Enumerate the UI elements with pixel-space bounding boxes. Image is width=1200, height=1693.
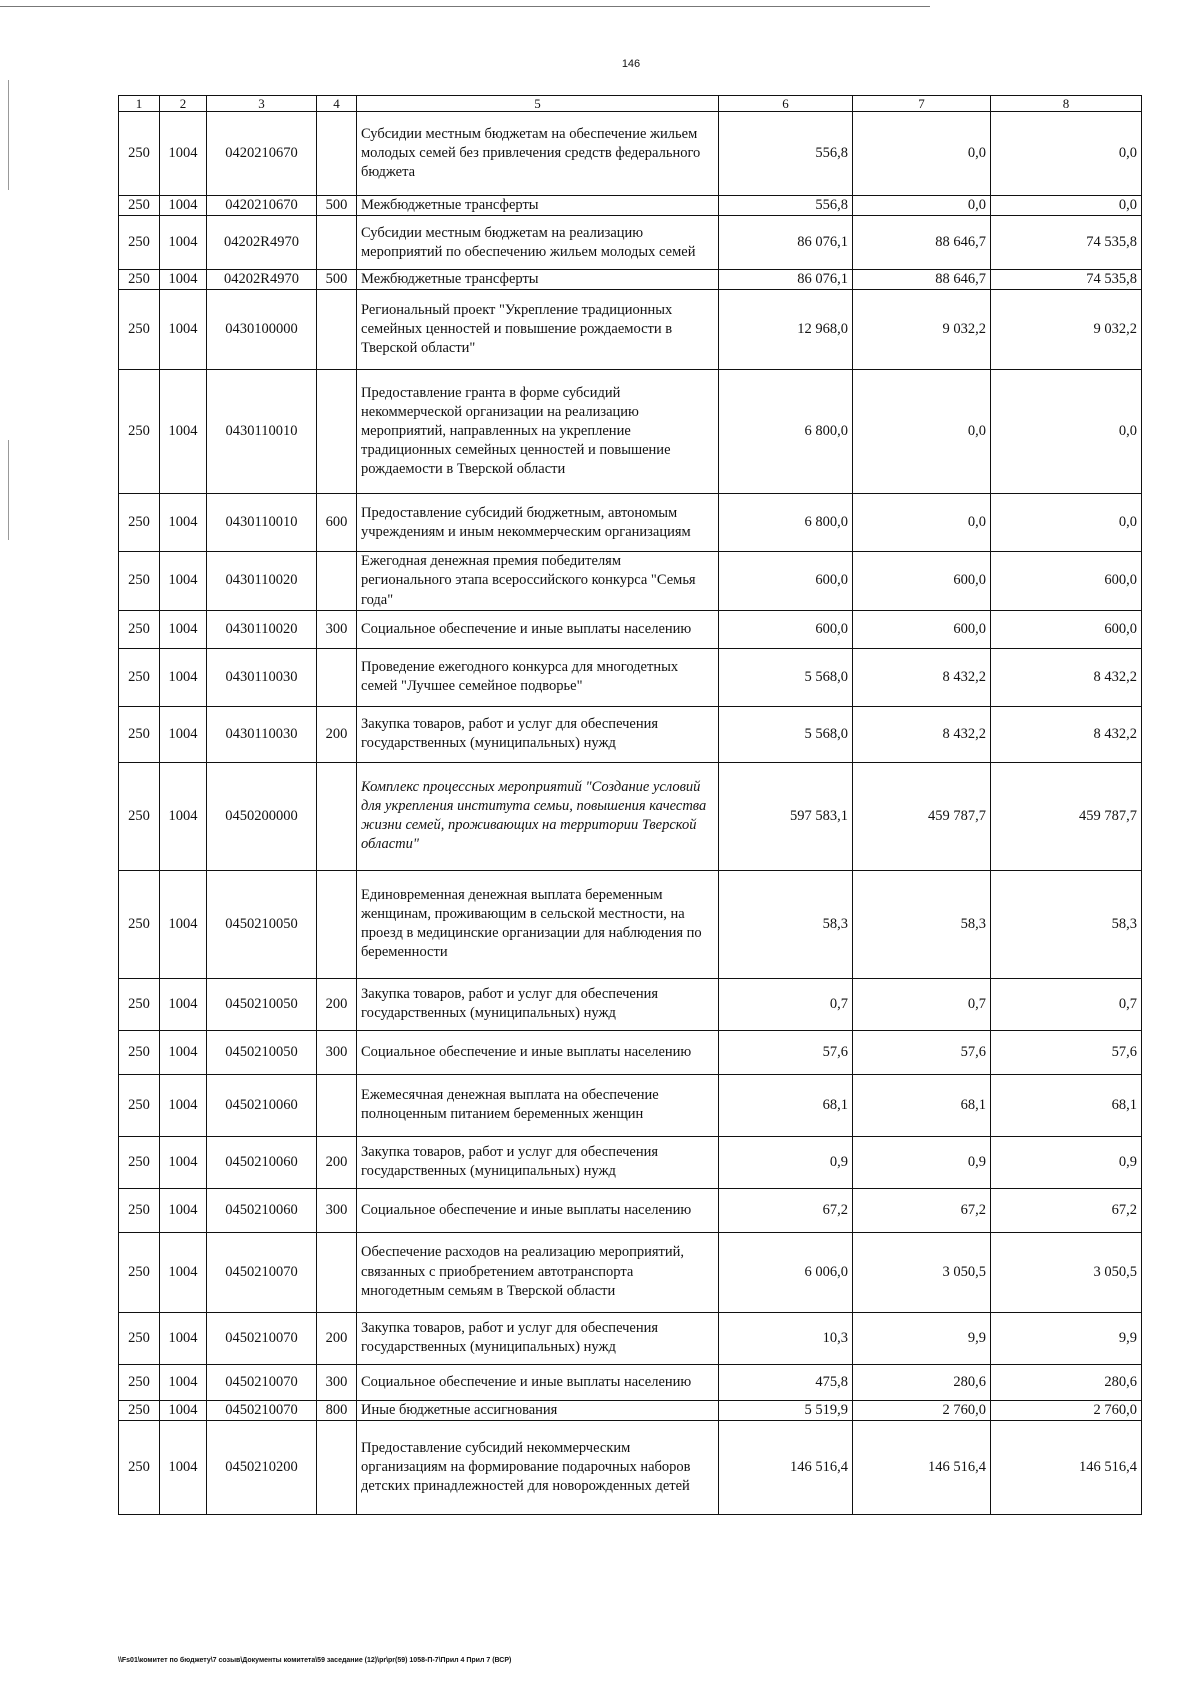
cell-amount-col8: 58,3: [991, 870, 1142, 978]
cell-target-article: 0450210070: [207, 1312, 317, 1364]
cell-amount-col7: 58,3: [853, 870, 991, 978]
cell-amount-col6: 58,3: [719, 870, 853, 978]
cell-amount-col8: 3 050,5: [991, 1232, 1142, 1312]
cell-expense-type: 500: [317, 270, 357, 290]
cell-amount-col7: 8 432,2: [853, 706, 991, 762]
cell-expense-type: 200: [317, 706, 357, 762]
cell-expense-type: [317, 290, 357, 370]
cell-amount-col6: 6 006,0: [719, 1232, 853, 1312]
cell-description: Межбюджетные трансферты: [357, 196, 719, 216]
cell-target-article: 0450200000: [207, 762, 317, 870]
cell-section: 1004: [160, 1232, 207, 1312]
cell-amount-col7: 0,7: [853, 978, 991, 1030]
cell-expense-type: 300: [317, 1188, 357, 1232]
cell-section: 1004: [160, 1364, 207, 1400]
table-row: [119, 1074, 1142, 1136]
footer-file-path: \\Fs01\комитет по бюджету\7 созыв\Документы комитета\59 заседание (12)\pr\pr(59) 1058-П-7\Прил 4 Прил 7 (ВСР): [118, 1657, 512, 1664]
cell-target-article: 04202R4970: [207, 216, 317, 270]
cell-section: 1004: [160, 1188, 207, 1232]
cell-amount-col6: 6 800,0: [719, 494, 853, 552]
cell-grbs: 250: [119, 762, 160, 870]
cell-amount-col7: 68,1: [853, 1074, 991, 1136]
table-row: [119, 196, 1142, 216]
cell-section: 1004: [160, 1136, 207, 1188]
cell-amount-col6: 5 519,9: [719, 1400, 853, 1420]
cell-description: Региональный проект "Укрепление традиционных семейных ценностей и повышение рождаемости в Тверской области": [357, 290, 719, 370]
cell-target-article: 0450210070: [207, 1400, 317, 1420]
cell-amount-col8: 459 787,7: [991, 762, 1142, 870]
cell-amount-col7: 67,2: [853, 1188, 991, 1232]
cell-section: 1004: [160, 216, 207, 270]
cell-section: 1004: [160, 978, 207, 1030]
cell-grbs: 250: [119, 978, 160, 1030]
table-row: [119, 870, 1142, 978]
cell-target-article: 0430110030: [207, 706, 317, 762]
table-row: [119, 552, 1142, 610]
cell-expense-type: [317, 762, 357, 870]
column-header: 1: [119, 96, 160, 112]
cell-grbs: 250: [119, 1030, 160, 1074]
cell-amount-col8: 0,9: [991, 1136, 1142, 1188]
cell-amount-col8: 0,0: [991, 196, 1142, 216]
cell-grbs: 250: [119, 1074, 160, 1136]
table-row: [119, 1420, 1142, 1514]
cell-amount-col6: 597 583,1: [719, 762, 853, 870]
cell-amount-col7: 9 032,2: [853, 290, 991, 370]
cell-amount-col7: 600,0: [853, 610, 991, 648]
cell-grbs: 250: [119, 870, 160, 978]
table-row: [119, 290, 1142, 370]
cell-amount-col6: 86 076,1: [719, 270, 853, 290]
scan-margin-mark: [8, 440, 9, 540]
column-header: 5: [357, 96, 719, 112]
cell-target-article: 0450210060: [207, 1074, 317, 1136]
cell-section: 1004: [160, 552, 207, 610]
cell-target-article: 0420210670: [207, 112, 317, 196]
cell-expense-type: [317, 216, 357, 270]
cell-amount-col6: 12 968,0: [719, 290, 853, 370]
cell-target-article: 0450210070: [207, 1364, 317, 1400]
cell-description: Комплекс процессных мероприятий "Создание условий для укрепления института семьи, повышения качества жизни семей, проживающих на территории Тверской области": [357, 762, 719, 870]
cell-amount-col7: 280,6: [853, 1364, 991, 1400]
cell-target-article: 0450210050: [207, 978, 317, 1030]
table-row: [119, 112, 1142, 196]
cell-amount-col8: 600,0: [991, 610, 1142, 648]
cell-grbs: 250: [119, 1312, 160, 1364]
cell-amount-col6: 475,8: [719, 1364, 853, 1400]
cell-amount-col8: 0,0: [991, 112, 1142, 196]
cell-amount-col8: 0,7: [991, 978, 1142, 1030]
cell-expense-type: [317, 870, 357, 978]
cell-amount-col7: 459 787,7: [853, 762, 991, 870]
cell-section: 1004: [160, 1030, 207, 1074]
cell-amount-col8: 280,6: [991, 1364, 1142, 1400]
cell-amount-col8: 57,6: [991, 1030, 1142, 1074]
cell-amount-col6: 600,0: [719, 552, 853, 610]
cell-section: 1004: [160, 270, 207, 290]
cell-section: 1004: [160, 706, 207, 762]
cell-amount-col7: 57,6: [853, 1030, 991, 1074]
table-row: [119, 1188, 1142, 1232]
cell-grbs: 250: [119, 494, 160, 552]
cell-grbs: 250: [119, 1364, 160, 1400]
cell-amount-col8: 8 432,2: [991, 706, 1142, 762]
cell-target-article: 0450210050: [207, 870, 317, 978]
cell-amount-col6: 10,3: [719, 1312, 853, 1364]
cell-target-article: 0430110030: [207, 648, 317, 706]
column-header: 7: [853, 96, 991, 112]
cell-section: 1004: [160, 1074, 207, 1136]
cell-section: 1004: [160, 370, 207, 494]
column-header: 6: [719, 96, 853, 112]
cell-target-article: 0450210060: [207, 1188, 317, 1232]
cell-target-article: 0430110020: [207, 552, 317, 610]
cell-amount-col8: 2 760,0: [991, 1400, 1142, 1420]
cell-description: Проведение ежегодного конкурса для многодетных семей "Лучшее семейное подворье": [357, 648, 719, 706]
cell-target-article: 0430110020: [207, 610, 317, 648]
cell-description: Закупка товаров, работ и услуг для обеспечения государственных (муниципальных) нужд: [357, 706, 719, 762]
cell-section: 1004: [160, 1420, 207, 1514]
table-row: [119, 1364, 1142, 1400]
cell-amount-col6: 556,8: [719, 112, 853, 196]
cell-amount-col7: 600,0: [853, 552, 991, 610]
cell-target-article: 0450210070: [207, 1232, 317, 1312]
cell-amount-col6: 68,1: [719, 1074, 853, 1136]
cell-amount-col8: 9 032,2: [991, 290, 1142, 370]
cell-grbs: 250: [119, 610, 160, 648]
cell-amount-col8: 0,0: [991, 370, 1142, 494]
scan-top-rule: [0, 6, 930, 7]
cell-grbs: 250: [119, 1420, 160, 1514]
cell-description: Субсидии местным бюджетам на обеспечение жильем молодых семей без привлечения средств федерального бюджета: [357, 112, 719, 196]
cell-expense-type: 200: [317, 978, 357, 1030]
cell-grbs: 250: [119, 216, 160, 270]
cell-description: Обеспечение расходов на реализацию мероприятий, связанных с приобретением автотранспорта многодетным семьям в Тверской области: [357, 1232, 719, 1312]
table-row: [119, 706, 1142, 762]
cell-amount-col6: 5 568,0: [719, 648, 853, 706]
cell-amount-col6: 0,7: [719, 978, 853, 1030]
cell-description: Иные бюджетные ассигнования: [357, 1400, 719, 1420]
cell-grbs: 250: [119, 270, 160, 290]
cell-expense-type: 600: [317, 494, 357, 552]
cell-amount-col8: 0,0: [991, 494, 1142, 552]
cell-section: 1004: [160, 1312, 207, 1364]
cell-expense-type: [317, 112, 357, 196]
cell-description: Закупка товаров, работ и услуг для обеспечения государственных (муниципальных) нужд: [357, 1136, 719, 1188]
cell-amount-col6: 86 076,1: [719, 216, 853, 270]
table-body: [119, 112, 1142, 1515]
cell-grbs: 250: [119, 1188, 160, 1232]
cell-target-article: 0430110010: [207, 370, 317, 494]
cell-description: Закупка товаров, работ и услуг для обеспечения государственных (муниципальных) нужд: [357, 1312, 719, 1364]
table-row: [119, 1136, 1142, 1188]
cell-grbs: 250: [119, 290, 160, 370]
cell-expense-type: [317, 1232, 357, 1312]
table-row: [119, 494, 1142, 552]
cell-expense-type: 300: [317, 1030, 357, 1074]
table-row: [119, 1232, 1142, 1312]
cell-grbs: 250: [119, 370, 160, 494]
cell-expense-type: 800: [317, 1400, 357, 1420]
column-number-row: [119, 96, 1142, 112]
cell-target-article: 04202R4970: [207, 270, 317, 290]
cell-section: 1004: [160, 494, 207, 552]
cell-section: 1004: [160, 112, 207, 196]
cell-amount-col8: 8 432,2: [991, 648, 1142, 706]
cell-description: Ежемесячная денежная выплата на обеспечение полноценным питанием беременных женщин: [357, 1074, 719, 1136]
table-row: [119, 610, 1142, 648]
cell-expense-type: 200: [317, 1312, 357, 1364]
cell-amount-col8: 67,2: [991, 1188, 1142, 1232]
cell-description: Межбюджетные трансферты: [357, 270, 719, 290]
cell-expense-type: [317, 1074, 357, 1136]
column-header: 4: [317, 96, 357, 112]
cell-description: Закупка товаров, работ и услуг для обеспечения государственных (муниципальных) нужд: [357, 978, 719, 1030]
cell-amount-col6: 5 568,0: [719, 706, 853, 762]
cell-target-article: 0450210200: [207, 1420, 317, 1514]
table-row: [119, 648, 1142, 706]
cell-description: Социальное обеспечение и иные выплаты населению: [357, 1188, 719, 1232]
cell-target-article: 0430110010: [207, 494, 317, 552]
table-row: [119, 216, 1142, 270]
cell-section: 1004: [160, 762, 207, 870]
cell-section: 1004: [160, 196, 207, 216]
cell-expense-type: [317, 648, 357, 706]
cell-amount-col7: 88 646,7: [853, 216, 991, 270]
cell-target-article: 0420210670: [207, 196, 317, 216]
cell-grbs: 250: [119, 1400, 160, 1420]
cell-amount-col6: 57,6: [719, 1030, 853, 1074]
cell-description: Субсидии местным бюджетам на реализацию мероприятий по обеспечению жильем молодых семей: [357, 216, 719, 270]
table-row: [119, 270, 1142, 290]
table-row: [119, 978, 1142, 1030]
table-row: [119, 1030, 1142, 1074]
cell-amount-col8: 9,9: [991, 1312, 1142, 1364]
cell-amount-col6: 146 516,4: [719, 1420, 853, 1514]
cell-expense-type: 500: [317, 196, 357, 216]
cell-amount-col7: 0,0: [853, 196, 991, 216]
cell-grbs: 250: [119, 112, 160, 196]
cell-amount-col7: 0,0: [853, 494, 991, 552]
cell-description: Социальное обеспечение и иные выплаты населению: [357, 610, 719, 648]
cell-grbs: 250: [119, 1136, 160, 1188]
cell-section: 1004: [160, 1400, 207, 1420]
cell-amount-col6: 600,0: [719, 610, 853, 648]
cell-grbs: 250: [119, 196, 160, 216]
cell-description: Единовременная денежная выплата беременным женщинам, проживающим в сельской местности, на проезд в медицинские организации для наблюдения по беременности: [357, 870, 719, 978]
cell-expense-type: [317, 1420, 357, 1514]
cell-amount-col7: 0,0: [853, 370, 991, 494]
column-header: 2: [160, 96, 207, 112]
budget-table: [118, 95, 1142, 1515]
cell-amount-col7: 0,9: [853, 1136, 991, 1188]
cell-section: 1004: [160, 648, 207, 706]
cell-description: Предоставление субсидий некоммерческим организациям на формирование подарочных наборов детских принадлежностей для новорожденных детей: [357, 1420, 719, 1514]
table-row: [119, 1400, 1142, 1420]
column-header: 8: [991, 96, 1142, 112]
column-header: 3: [207, 96, 317, 112]
cell-amount-col7: 3 050,5: [853, 1232, 991, 1312]
cell-grbs: 250: [119, 706, 160, 762]
table-row: [119, 762, 1142, 870]
cell-amount-col7: 0,0: [853, 112, 991, 196]
cell-expense-type: [317, 552, 357, 610]
cell-target-article: 0450210060: [207, 1136, 317, 1188]
cell-amount-col8: 600,0: [991, 552, 1142, 610]
cell-description: Социальное обеспечение и иные выплаты населению: [357, 1030, 719, 1074]
cell-amount-col8: 74 535,8: [991, 270, 1142, 290]
cell-amount-col7: 8 432,2: [853, 648, 991, 706]
cell-amount-col8: 146 516,4: [991, 1420, 1142, 1514]
cell-amount-col6: 67,2: [719, 1188, 853, 1232]
page-number: 146: [621, 58, 641, 70]
scan-margin-mark: [8, 80, 9, 190]
table-row: [119, 370, 1142, 494]
cell-expense-type: 200: [317, 1136, 357, 1188]
cell-target-article: 0430100000: [207, 290, 317, 370]
cell-amount-col7: 9,9: [853, 1312, 991, 1364]
cell-section: 1004: [160, 290, 207, 370]
cell-expense-type: 300: [317, 610, 357, 648]
cell-target-article: 0450210050: [207, 1030, 317, 1074]
cell-section: 1004: [160, 610, 207, 648]
cell-description: Предоставление гранта в форме субсидий некоммерческой организации на реализацию мероприятий, направленных на укрепление традиционных семейных ценностей и повышение рождаемости в Тверской области: [357, 370, 719, 494]
cell-description: Предоставление субсидий бюджетным, автономым учреждениям и иным некоммерческим организациям: [357, 494, 719, 552]
cell-grbs: 250: [119, 552, 160, 610]
cell-description: Ежегодная денежная премия победителям регионального этапа всероссийского конкурса "Семья года": [357, 552, 719, 610]
cell-grbs: 250: [119, 648, 160, 706]
cell-description: Социальное обеспечение и иные выплаты населению: [357, 1364, 719, 1400]
cell-amount-col6: 556,8: [719, 196, 853, 216]
cell-amount-col6: 6 800,0: [719, 370, 853, 494]
cell-expense-type: 300: [317, 1364, 357, 1400]
cell-amount-col7: 88 646,7: [853, 270, 991, 290]
cell-expense-type: [317, 370, 357, 494]
cell-amount-col8: 68,1: [991, 1074, 1142, 1136]
cell-amount-col8: 74 535,8: [991, 216, 1142, 270]
cell-amount-col6: 0,9: [719, 1136, 853, 1188]
table-row: [119, 1312, 1142, 1364]
cell-grbs: 250: [119, 1232, 160, 1312]
cell-section: 1004: [160, 870, 207, 978]
cell-amount-col7: 146 516,4: [853, 1420, 991, 1514]
cell-amount-col7: 2 760,0: [853, 1400, 991, 1420]
